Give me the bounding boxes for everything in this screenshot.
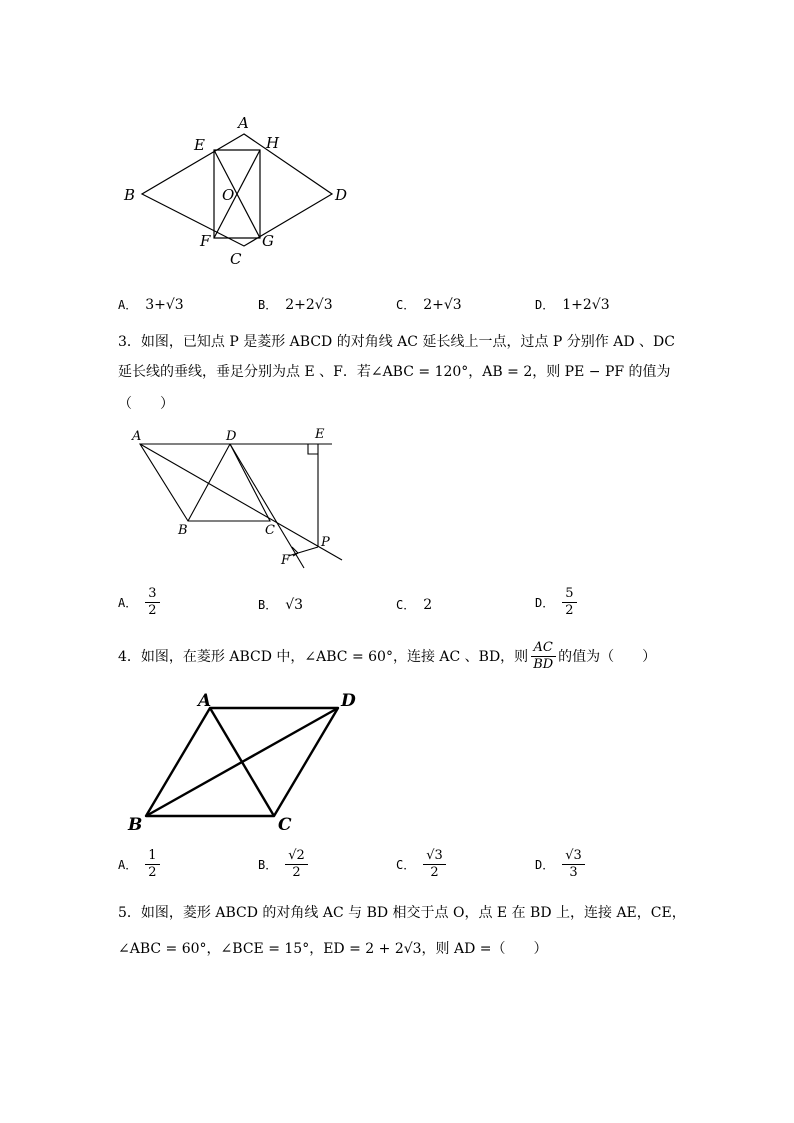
q4-option-c[interactable] <box>396 848 446 881</box>
option-fraction <box>562 848 585 881</box>
q3-option-b[interactable] <box>258 596 303 613</box>
fraction-numerator: 3 <box>145 586 159 603</box>
label-f: F <box>281 553 291 568</box>
rhombus-outline <box>142 134 332 246</box>
label-a: A <box>238 114 249 132</box>
q3-line-2: 延长线的垂线，垂足分别为点 E 、F．若∠ABC = 120°，AB = 2，则 PE − PF 的值为 <box>118 364 671 380</box>
option-letter: D． <box>535 858 555 872</box>
q4-fraction <box>530 640 556 673</box>
fraction-numerator: 1 <box>145 848 159 865</box>
label-b: B <box>178 523 188 538</box>
label-e: E <box>194 136 205 154</box>
label-c: C <box>278 815 292 834</box>
label-f: F <box>200 232 211 250</box>
label-a: A <box>132 429 142 444</box>
option-letter: C． <box>396 298 416 312</box>
q4-option-a[interactable] <box>118 848 160 881</box>
label-p: P <box>321 535 330 550</box>
label-b: B <box>124 186 136 204</box>
q4-question <box>118 640 656 673</box>
label-c: C <box>230 250 242 268</box>
q5-line-1: 5．如图，菱形 ABCD 的对角线 AC 与 BD 相交于点 O，点 E 在 BD 上，连接 AE，CE， <box>118 905 686 921</box>
q3-option-d[interactable] <box>535 586 577 619</box>
q3-option-a[interactable] <box>118 586 160 619</box>
q3-answer-bracket: （ ） <box>118 396 174 412</box>
fraction-denominator: 2 <box>148 865 157 880</box>
q3-line-1: 3．如图，已知点 P 是菱形 ABCD 的对角线 AC 延长线上一点，过点 P 分别作 AD 、DC <box>118 334 675 350</box>
option-value: 1+2√3 <box>562 296 610 313</box>
right-angle-e <box>308 444 318 454</box>
option-value: 2+2√3 <box>285 296 333 313</box>
fraction-numerator: √3 <box>562 848 585 865</box>
q2-option-d[interactable] <box>535 296 610 313</box>
option-fraction <box>285 848 308 881</box>
option-letter: B． <box>258 598 278 612</box>
option-fraction <box>562 586 576 619</box>
q5-line-2: ∠ABC = 60°，∠BCE = 15°，ED = 2 + 2√3，则 AD =（ ） <box>118 941 548 957</box>
fraction-numerator: 5 <box>562 586 576 603</box>
figure-rhombus-rectangle <box>118 112 358 272</box>
fraction-denominator: 2 <box>565 603 574 618</box>
option-letter: C． <box>396 598 416 612</box>
diagonal-bd <box>146 708 338 816</box>
option-fraction <box>145 586 159 619</box>
label-g: G <box>262 232 274 250</box>
q2-option-c[interactable] <box>396 296 462 313</box>
q2-option-a[interactable] <box>118 296 184 313</box>
label-d: D <box>341 691 356 711</box>
option-value: 2 <box>423 596 433 613</box>
option-letter: D． <box>535 298 555 312</box>
label-c: C <box>265 523 275 538</box>
label-b: B <box>128 815 143 834</box>
option-fraction <box>145 848 159 881</box>
fraction-denominator: BD <box>533 657 554 672</box>
diagonal-bd <box>188 444 230 521</box>
option-letter: D． <box>535 596 555 610</box>
label-d: D <box>335 186 348 204</box>
option-value: √3 <box>285 596 304 613</box>
line-dc-extended <box>230 444 304 568</box>
fraction-denominator: 2 <box>430 865 439 880</box>
fraction-denominator: 2 <box>148 603 157 618</box>
fraction-denominator: 3 <box>569 865 578 880</box>
option-value: 2+√3 <box>423 296 462 313</box>
option-letter: A． <box>118 298 138 312</box>
option-letter: B． <box>258 858 278 872</box>
fraction-numerator: √2 <box>285 848 308 865</box>
label-h: H <box>266 134 280 152</box>
option-letter: C． <box>396 858 416 872</box>
q3-option-c[interactable] <box>396 596 432 613</box>
fraction-numerator: √3 <box>423 848 446 865</box>
option-letter: B． <box>258 298 278 312</box>
q2-option-b[interactable] <box>258 296 333 313</box>
label-a: A <box>198 691 212 711</box>
label-e: E <box>315 427 325 442</box>
fraction-denominator: 2 <box>292 865 301 880</box>
option-value: 3+√3 <box>145 296 184 313</box>
option-fraction <box>423 848 446 881</box>
option-letter: A． <box>118 858 138 872</box>
q4-option-b[interactable] <box>258 848 308 881</box>
figure-rhombus-perpendiculars <box>126 422 350 572</box>
figure-rhombus-diagonals <box>124 688 364 834</box>
fraction-numerator: AC <box>531 640 556 657</box>
q4-prefix: 4．如图，在菱形 ABCD 中，∠ABC = 60°，连接 AC 、BD，则 <box>118 648 529 665</box>
label-d: D <box>226 429 237 444</box>
option-letter: A． <box>118 596 138 610</box>
q4-option-d[interactable] <box>535 848 585 881</box>
q4-suffix: 的值为（ ） <box>558 648 657 665</box>
label-o: O <box>222 186 235 204</box>
